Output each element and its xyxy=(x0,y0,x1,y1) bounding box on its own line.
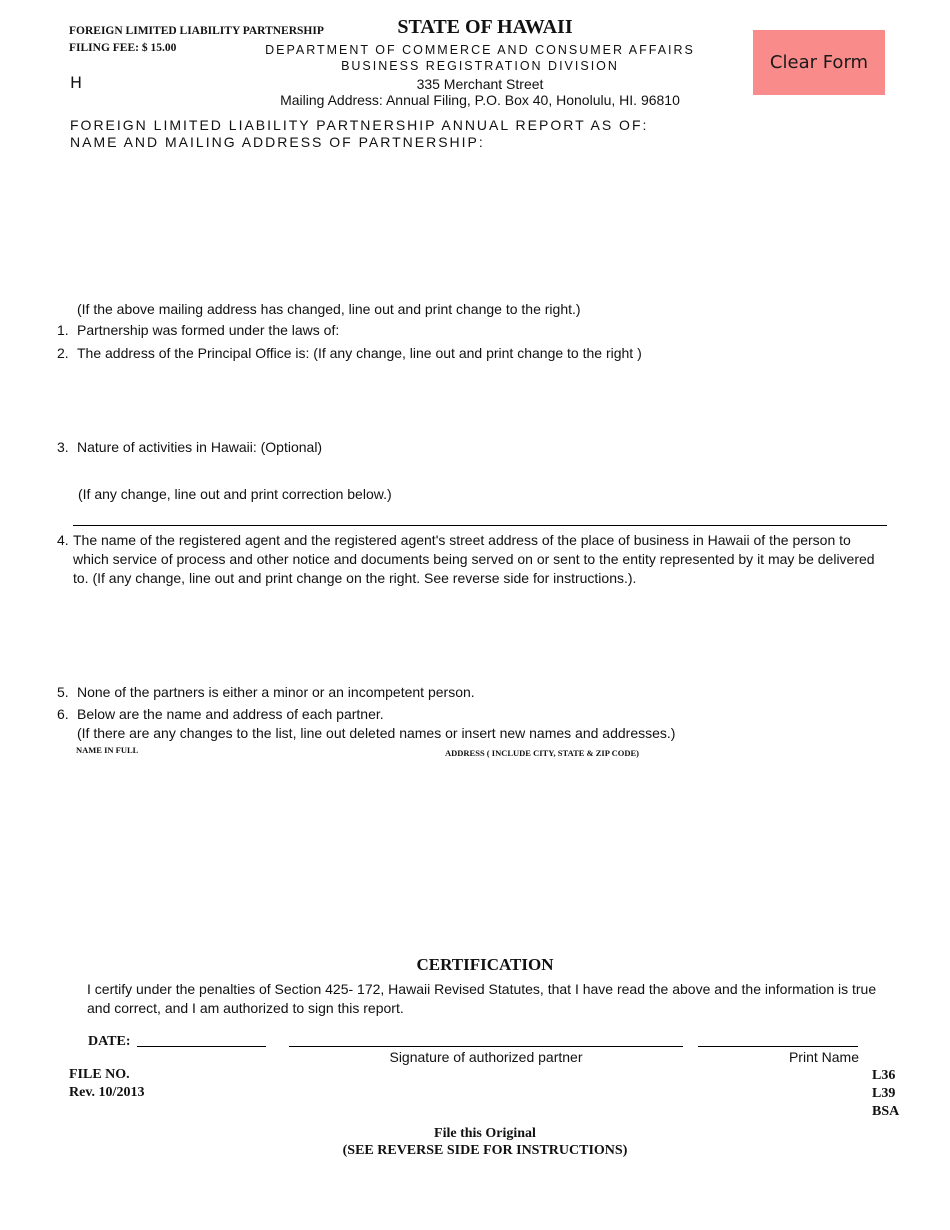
section-divider xyxy=(73,525,887,526)
item4-text: The name of the registered agent and the registered agent's street address of the place of business in Hawaii of the person to which service of process and other notice and documents being served on or sent to the entity represented by it may be delivered to. (If any change, line out and print change on the right. See reverse side for instructions.). xyxy=(73,532,875,586)
certification-heading: CERTIFICATION xyxy=(416,955,554,974)
item3-note: (If any change, line out and print correction below.) xyxy=(78,486,392,502)
print-name-label: Print Name xyxy=(788,1049,859,1065)
form-code-2: L39 xyxy=(872,1086,896,1101)
date-label: DATE: xyxy=(88,1034,131,1049)
item5-text: None of the partners is either a minor or an incompetent person. xyxy=(77,684,475,700)
report-title: FOREIGN LIMITED LIABILITY PARTNERSHIP ANNUAL REPORT AS OF: xyxy=(70,117,649,133)
item1-text: Partnership was formed under the laws of: xyxy=(77,322,340,338)
department-name: DEPARTMENT OF COMMERCE AND CONSUMER AFFAIRS xyxy=(265,43,695,57)
file-number-label: FILE NO. xyxy=(69,1067,130,1082)
item2-text: The address of the Principal Office is: (If any change, line out and print change to the right ) xyxy=(77,345,642,361)
reverse-side-note: (SEE REVERSE SIDE FOR INSTRUCTIONS) xyxy=(342,1143,628,1158)
signature-label: Signature of authorized partner xyxy=(389,1049,583,1065)
revision-label: Rev. 10/2013 xyxy=(69,1085,145,1100)
item6-text: Below are the name and address of each partner. xyxy=(77,706,384,722)
state-title: STATE OF HAWAII xyxy=(397,16,573,38)
item1-number: 1. xyxy=(57,322,69,338)
street-address: 335 Merchant Street xyxy=(416,76,544,92)
clear-form-button[interactable]: Clear Form xyxy=(753,30,885,95)
item3-text: Nature of activities in Hawaii: (Optional) xyxy=(77,439,323,455)
filing-fee-label: FILING FEE: $ 15.00 xyxy=(69,42,177,54)
item2-number: 2. xyxy=(57,345,69,361)
name-address-label: NAME AND MAILING ADDRESS OF PARTNERSHIP: xyxy=(70,134,485,150)
certification-text: I certify under the penalties of Section 425- 172, Hawaii Revised Statutes, that I have read the above and the information is true and correct, and I am authorized to sign this report. xyxy=(87,981,877,1016)
mailing-address: Mailing Address: Annual Filing, P.O. Box 40, Honolulu, HI. 96810 xyxy=(280,92,680,108)
column-address-header: ADDRESS ( INCLUDE CITY, STATE & ZIP CODE) xyxy=(445,748,639,758)
division-name: BUSINESS REGISTRATION DIVISION xyxy=(341,59,619,73)
item4-number: 4. xyxy=(57,532,69,548)
form-code-3: BSA xyxy=(872,1104,900,1119)
print-name-line[interactable] xyxy=(698,1046,858,1047)
form-type-label: FOREIGN LIMITED LIABILITY PARTNERSHIP xyxy=(69,25,324,37)
mailing-change-note: (If the above mailing address has changed, line out and print change to the right.) xyxy=(77,301,581,317)
column-name-header: NAME IN FULL xyxy=(76,745,139,755)
form-code-1: L36 xyxy=(872,1068,896,1083)
file-original-note: File this Original xyxy=(434,1126,536,1141)
signature-line[interactable] xyxy=(289,1046,683,1047)
item5-number: 5. xyxy=(57,684,69,700)
item3-number: 3. xyxy=(57,439,69,455)
item6-note: (If there are any changes to the list, line out deleted names or insert new names and addresses.) xyxy=(77,725,676,741)
letter-code: H xyxy=(70,73,83,92)
item6-number: 6. xyxy=(57,706,69,722)
date-line[interactable] xyxy=(137,1046,266,1047)
